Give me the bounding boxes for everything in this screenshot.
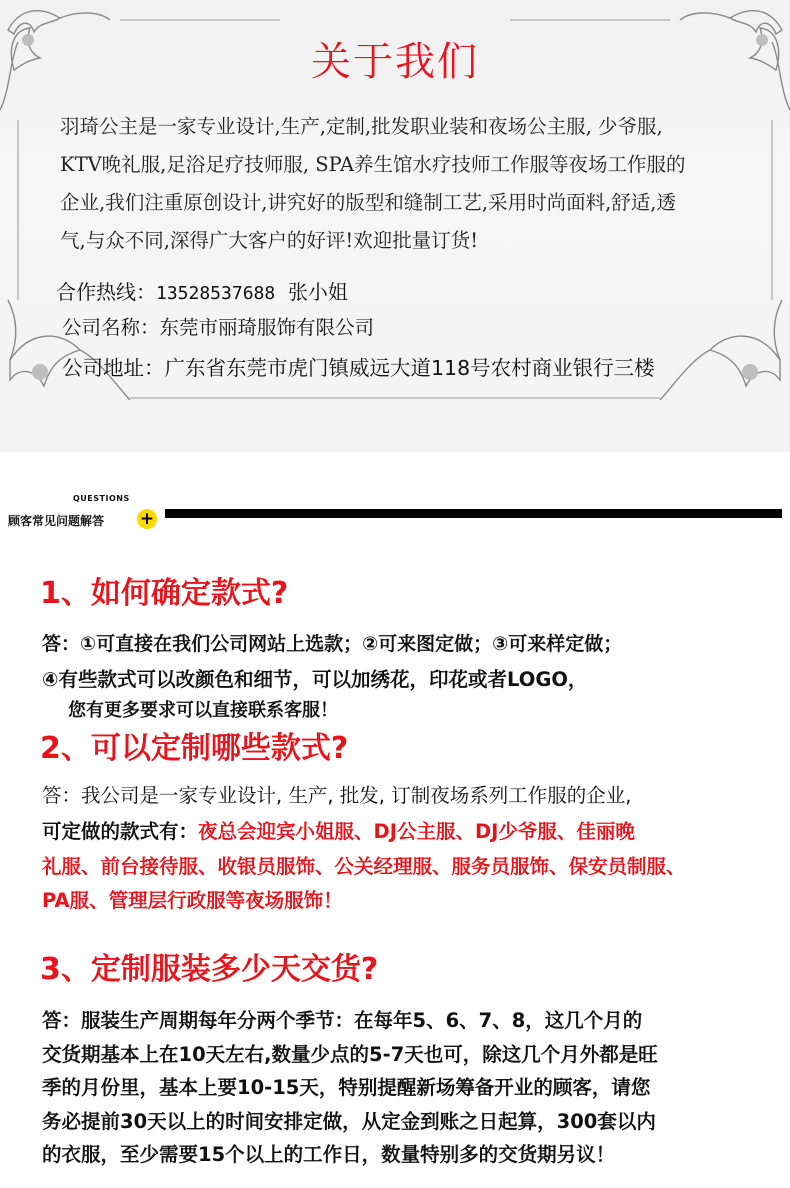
hotline-contact: 张小姐 xyxy=(287,280,348,304)
faq-answer-2-line: 礼服、前台接待服、收银员服饰、公关经理服、服务员服饰、保安员制服、 xyxy=(42,855,686,878)
faq-header-title: 顾客常见问题解答 xyxy=(8,514,105,528)
intro-line: 企业,我们注重原创设计,讲究好的版型和缝制工艺,采用时尚面料,舒适,透 xyxy=(60,191,676,214)
faq-question-2: 2、可以定制哪些款式? xyxy=(40,731,349,766)
faq-header-english: QUESTIONS xyxy=(73,494,130,503)
faq-answer-2-styles xyxy=(42,816,635,844)
about-section xyxy=(0,0,790,452)
about-title: 关于我们 xyxy=(311,39,479,85)
header-divider-bar xyxy=(165,509,782,518)
faq-answer-3-line: 务必提前30天以上的时间安排定做，从定金到账之日起算，300套以内 xyxy=(42,1110,656,1133)
company-name-label: 公司名称： xyxy=(62,316,160,339)
hotline-row xyxy=(56,276,348,305)
faq-answer-2-line: PA服、管理层行政服等夜场服饰！ xyxy=(42,889,343,912)
company-introduction xyxy=(60,108,750,260)
hotline-number[interactable]: 13528537688 xyxy=(156,283,276,304)
company-address: 广东省东莞市虎门镇威远大道118号农村商业银行三楼 xyxy=(164,356,655,380)
faq-answer-1-line: ④有些款式可以改颜色和细节，可以加绣花，印花或者LOGO， xyxy=(42,668,588,691)
faq-header xyxy=(0,490,790,530)
plus-icon: + xyxy=(137,509,157,529)
faq-answer-2-line: 答：我公司是一家专业设计, 生产, 批发, 订制夜场系列工作服的企业, xyxy=(42,784,632,807)
company-name: 东莞市丽琦服饰有限公司 xyxy=(159,316,375,339)
faq-question-1: 1、如何确定款式? xyxy=(40,576,289,611)
faq-answer-1-line: 答：①可直接在我们公司网站上选款；②可来图定做；③可来样定做； xyxy=(42,633,623,655)
styles-label: 可定做的款式有： xyxy=(42,820,199,843)
faq-answer-3-line: 的衣服，至少需要15个以上的工作日，数量特别多的交货期另议！ xyxy=(42,1143,616,1166)
faq-section xyxy=(0,530,790,1188)
faq-answer-3-line: 答：服装生产周期每年分两个季节：在每年5、6、7、8，这几个月的 xyxy=(42,1009,643,1032)
faq-question-3: 3、定制服装多少天交货? xyxy=(40,952,379,987)
styles-list: 夜总会迎宾小姐服、DJ公主服、DJ少爷服、佳丽晚 xyxy=(198,820,635,843)
faq-answer-1-line: 您有更多要求可以直接联系客服！ xyxy=(68,700,338,721)
faq-answer-3-line: 季的月份里，基本上要10-15天，特别提醒新场筹备开业的顾客，请您 xyxy=(42,1076,651,1099)
intro-line: 气,与众不同,深得广大客户的好评!欢迎批量订货! xyxy=(60,229,479,252)
company-name-row xyxy=(62,312,374,340)
company-address-row xyxy=(62,351,655,381)
faq-answer-3-line: 交货期基本上在10天左右,数量少点的5-7天也可，除这几个月外都是旺 xyxy=(42,1043,658,1066)
intro-line: 羽琦公主是一家专业设计,生产,定制,批发职业装和夜场公主服, 少爷服, xyxy=(60,115,663,138)
hotline-label: 合作热线： xyxy=(56,280,156,304)
intro-line: KTV晚礼服,足浴足疗技师服, SPA养生馆水疗技师工作服等夜场工作服的 xyxy=(60,153,686,176)
company-address-label: 公司地址： xyxy=(62,356,165,380)
